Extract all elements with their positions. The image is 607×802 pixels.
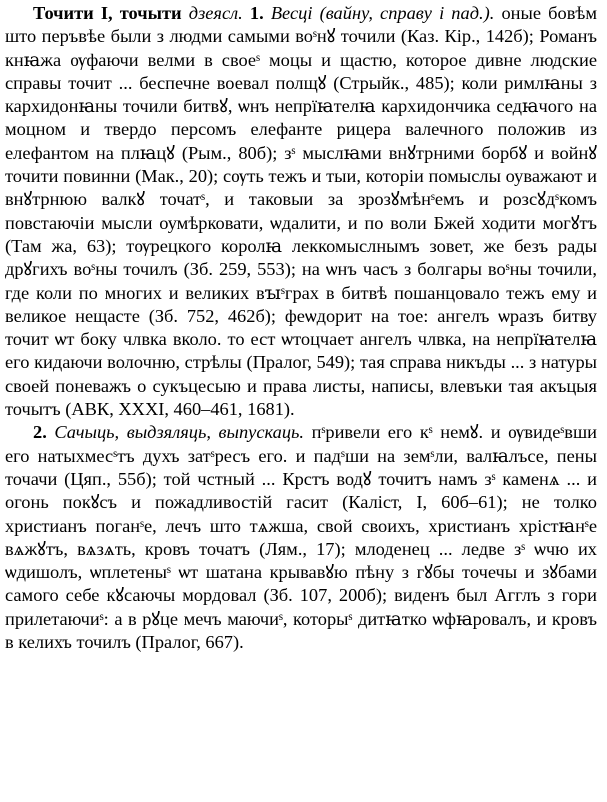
sense-text: оные бовѣм што перъвѣе были з людми самыми воˢнꙋ точили (Каз. Кір., 142б); Романъ кнꙗжа ѹфаючи велми в своеˢ моцы и щастю, которое дивне людские справы точит ... беспечне воевал полщꙋ (Стрыйк., 485); коли римлꙗны з кархидонꙗны точили битвꙋ, ѡнъ непрїꙗтелꙗ кархидончика седꙗчого на моцном и твердо персомъ елефанте рицера валечного положив из елефантом на плꙗцꙋ (Рым., 80б); зˢ мыслꙗми внꙋтрними борбꙋ и войнꙋ точити повинни (Мак., 20); сѹть тежъ и тыи, которіи помыслы оуважают и внꙋтрнюю валкꙋ точатˢ, и таковыи за зрозꙋмѣнˢемъ и розсꙋдˢкомъ повстаючіи мысли оумѣрковати, ѡдалити, и по воли Бжей ходити могꙋтъ (Там жа, 63); тѹрецкого королꙗ леккомыслнымъ зовет, же безъ рады дрꙋгихъ воˢны точилъ (Зб. 259, 553); на ѡнъ часъ з болгары воˢны точили, где коли по многих и великих вꙑˢграх в битвѣ пошанцовало тежъ ему и великое нещасте (Зб. 752, 462б); феѡдорит на тое: ангелъ ѡразъ битву точит ѡт боку члвка вколо. то ест ѡтоцчает ангелъ члвка, на непрїꙗтелꙗ его кидаючи волочню, стрѣлы (Пралог, 549); тая справа никъды ... з натуры своей поневажъ о сукъцесыю и права листы, написы, влевъки тая акъцыя точытъ (АВК, XXXI, 460–461, 1681). bbox=[5, 3, 598, 420]
headword: Точити I, точыти bbox=[33, 3, 182, 23]
dictionary-page bbox=[5, 2, 597, 654]
sense-number: 2. bbox=[33, 422, 47, 443]
sense-definition: Сачыць, выдзяляць, выпускаць. bbox=[54, 422, 305, 443]
sense-text: пˢривели его кˢ немꙋ. и ѹвидеˢвши его натыхмесˢтъ духъ затˢресъ его. и падˢши на земˢли, валꙗлъсе, пены точачи (Цяп., 55б); той чстный ... Крстъ водꙋ точитъ намъ зˢ каменѧ ... и огонь покꙋсъ и пожадливостій гасит (Каліст, I, 60б–61); не толко христианъ поганˢе, лечъ што тѧжша, свой своихъ, христианъ хрістꙗнˢе вѧжꙋтъ, вѧзѧть, кровъ точатъ (Лям., 17); млоденец ... ледве зˢ ѡчю их ѡдишолъ, ѡплетеныˢ ѡт шатана крывавꙋю пѣну з гꙋбы точечы и зꙋбами самого себе кꙋсаючы мордовал (Зб. 107, 200б); виденъ был Агглъ з гори прилетаючиˢ: а в рꙋце мечъ маючиˢ, которыˢ дитꙗтко ѡфꙗровалъ, и кровъ в келихъ точилъ (Пралог, 667). bbox=[5, 422, 597, 653]
grammar-label: дзеясл. bbox=[188, 3, 243, 23]
sense-definition: Весці (вайну, справу і пад.). bbox=[270, 3, 495, 23]
sense-1-paragraph bbox=[5, 2, 597, 421]
sense-number: 1. bbox=[249, 3, 264, 23]
sense-2-paragraph bbox=[5, 421, 597, 654]
